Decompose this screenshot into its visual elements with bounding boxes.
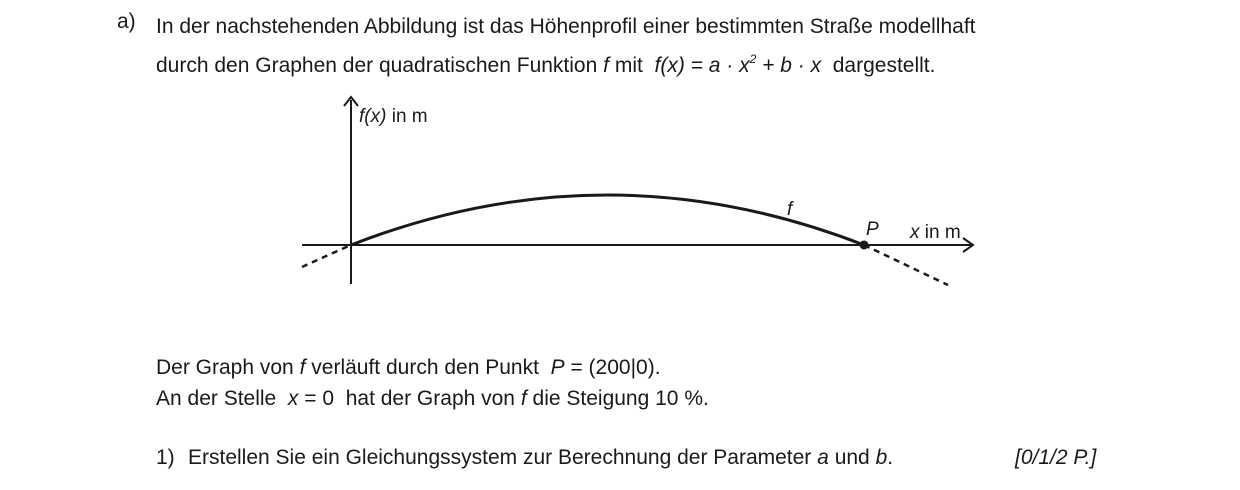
formula-exponent: 2 bbox=[749, 52, 757, 66]
condition-2-f: f bbox=[520, 387, 527, 410]
formula-rhs: + b · x bbox=[756, 54, 822, 77]
param-b: b bbox=[875, 446, 888, 469]
condition-line-2 bbox=[156, 383, 709, 414]
condition-2-eq: = 0 bbox=[304, 387, 335, 410]
point-p-marker bbox=[860, 241, 869, 250]
condition-2-x: x bbox=[287, 387, 299, 410]
curve-extension-left bbox=[302, 245, 351, 267]
y-axis-label-fx: f(x) bbox=[359, 106, 387, 127]
x-axis-label bbox=[909, 222, 961, 243]
point-label-p: P bbox=[866, 219, 879, 240]
condition-1-mid: verläuft durch den Punkt bbox=[311, 356, 539, 379]
y-axis-label bbox=[359, 106, 428, 127]
formula-lhs: f(x) = a · x bbox=[654, 54, 750, 77]
question-text-und: und bbox=[834, 446, 870, 469]
question-text-prefix: Erstellen Sie ein Gleichungssystem zur Berechnung der Parameter bbox=[188, 446, 812, 469]
y-axis-label-unit: in m bbox=[386, 106, 428, 127]
condition-line-1 bbox=[156, 352, 709, 383]
question-points: [0/1/2 P.] bbox=[1015, 446, 1097, 469]
condition-2-mid: hat der Graph von bbox=[345, 387, 515, 410]
curve-extension-right bbox=[864, 245, 948, 285]
condition-1-f: f bbox=[299, 356, 306, 379]
condition-1-prefix: Der Graph von bbox=[156, 356, 294, 379]
param-a: a bbox=[817, 446, 829, 469]
x-axis-label-unit: in m bbox=[919, 222, 961, 243]
condition-1-value: = (200|0). bbox=[570, 356, 661, 379]
x-axis-label-var: x bbox=[910, 222, 920, 243]
condition-2-suffix: die Steigung 10 %. bbox=[532, 387, 709, 410]
intro-prefix: durch den Graphen der quadratischen Funktion bbox=[156, 54, 598, 77]
condition-2-prefix: An der Stelle bbox=[156, 387, 277, 410]
conditions-text bbox=[156, 352, 709, 414]
curve-label-f: f bbox=[787, 199, 793, 220]
question-text bbox=[188, 446, 893, 470]
intro-suffix: dargestellt. bbox=[832, 54, 936, 77]
question-text-end: . bbox=[887, 446, 894, 469]
intro-line-1: In der nachstehenden Abbildung ist das Höhenprofil einer bestimmten Straße modellhaft bbox=[156, 15, 976, 38]
function-name: f bbox=[603, 54, 609, 77]
question-number: 1) bbox=[156, 446, 175, 469]
intro-mit: mit bbox=[614, 54, 643, 77]
task-label: a) bbox=[117, 10, 136, 33]
condition-1-point: P bbox=[550, 356, 565, 379]
